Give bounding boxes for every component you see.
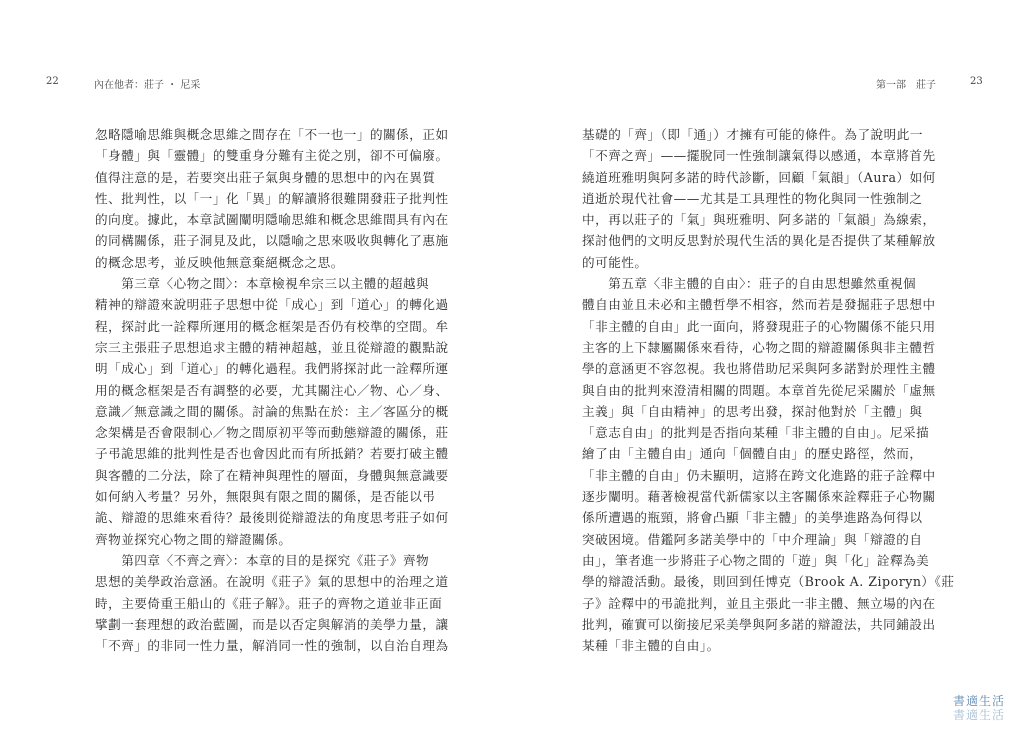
text-line: 主義」與「自由精神」的思考出發，探討他對於「主體」與	[582, 403, 923, 419]
text-line: 忽略隱喻思維與概念思維之間存在「不一也一」的關係，正如	[95, 127, 449, 142]
text-line: 明「成心」到「道心」的轉化過程。我們將探討此一詮釋所運	[95, 361, 449, 377]
text-line: 第三章〈心物之間〉：本章檢視牟宗三以主體的超越與	[95, 276, 430, 292]
right-page	[512, 0, 1025, 733]
watermark-text: 書適生活	[952, 694, 1005, 708]
left-running-head: 內在他者：莊子 ・ 尼采	[94, 80, 201, 91]
text-line: 係所遭遇的瓶頸，將會凸顯「非主體」的美學進路為何得以	[582, 510, 923, 526]
text-line: 基礎的「齊」（即「通」）才擁有可能的條件。為了說明此一	[582, 127, 923, 142]
text-line: 的向度。據此，本章試圖闡明隱喻思維和概念思維間具有內在	[95, 212, 449, 228]
right-body-text	[582, 124, 954, 656]
text-line: 意識／無意識之間的關係。討論的焦點在於：主／客區分的概	[95, 403, 449, 419]
text-line: 詭、辯證的思維來看待？最後則從辯證法的角度思考莊子如何	[95, 510, 449, 526]
text-line: 「不齊之齊」——擺脫同一性強制讓氣得以感通，本章將首先	[582, 148, 936, 164]
text-line: 的同構關係，莊子洞見及此，以隱喻之思來吸收與轉化了惠施	[95, 233, 449, 249]
left-page-number: 22	[46, 76, 59, 87]
text-line: 精神的辯證來說明莊子思想中從「成心」到「道心」的轉化過	[95, 297, 449, 313]
text-line: 「非主體的自由」此一面向，將發現莊子的心物關係不能只用	[582, 318, 936, 334]
text-line: 與自由的批判來澄清相關的問題。本章首先從尼采關於「虛無	[582, 382, 936, 398]
text-line: 值得注意的是，若要突出莊子氣與身體的思想中的內在異質	[95, 169, 436, 185]
text-line: 宗三主張莊子思想追求主體的精神超越，並且從辯證的觀點說	[95, 339, 449, 355]
right-running-head: 第一部 莊子	[876, 80, 936, 91]
text-line: 與客體的二分法，除了在精神與理性的層面，身體與無意識要	[95, 467, 449, 483]
text-line: 繞道班雅明與阿多諾的時代診斷，回顧「氣韻」（Aura）如何	[582, 169, 936, 185]
text-line: 第五章〈非主體的自由〉：莊子的自由思想雖然重視個	[582, 276, 917, 292]
text-line: 學的辯證活動。最後，則回到任博克（Brook A. Ziporyn）《莊	[582, 574, 955, 590]
text-line: 擘劃一套理想的政治藍圖，而是以否定與解消的美學力量，讓	[95, 616, 449, 632]
text-line: 「不齊」的非同一性力量，解消同一性的強制，以自治自理為	[95, 638, 449, 654]
text-line: 「意志自由」的批判是否指向某種「非主體的自由」。尼采描	[582, 425, 930, 441]
text-line: 主客的上下隸屬關係來看待，心物之間的辯證關係與非主體哲	[582, 339, 936, 355]
text-line: 逐步闡明。藉著檢視當代新儒家以主客關係來詮釋莊子心物關	[582, 489, 936, 505]
watermark-text-shadow: 書適生活	[952, 708, 1005, 722]
text-line: 如何納入考量？另外，無限與有限之間的關係，是否能以弔	[95, 489, 436, 505]
text-line: 繪了由「主體自由」通向「個體自由」的歷史路徑，然而，	[582, 446, 923, 462]
text-line: 的概念思考，並反映他無意棄絕概念之思。	[95, 254, 344, 270]
text-line: 由」，筆者進一步將莊子心物之間的「遊」與「化」詮釋為美	[582, 552, 930, 568]
left-body-text	[95, 124, 449, 656]
text-line: 的可能性。	[582, 254, 648, 270]
text-line: 體自由並且未必和主體哲學不相容，然而若是發掘莊子思想中	[582, 297, 936, 313]
text-line: 齊物並探究心物之間的辯證關係。	[95, 531, 292, 547]
text-line: 思想的美學政治意涵。在說明《莊子》氣的思想中的治理之道	[95, 574, 449, 590]
text-line: 「身體」與「靈體」的雙重身分難有主從之別，卻不可偏廢。	[95, 148, 449, 164]
text-line: 突破困境。借鑑阿多諾美學中的「中介理論」與「辯證的自	[582, 531, 923, 547]
text-line: 第四章〈不齊之齊〉：本章的目的是探究《莊子》齊物	[95, 552, 430, 568]
right-page-number: 23	[970, 76, 983, 87]
text-line: 探討他們的文明反思對於現代生活的異化是否提供了某種解放	[582, 233, 936, 249]
left-page	[0, 0, 512, 733]
text-line: 批判，確實可以銜接尼采美學與阿多諾的辯證法，共同鋪設出	[582, 616, 936, 632]
text-line: 中，再以莊子的「氣」與班雅明、阿多諾的「氣韻」為線索，	[582, 212, 936, 228]
text-line: 子》詮釋中的弔詭批判，並且主張此一非主體、無立場的內在	[582, 595, 936, 611]
text-line: 某種「非主體的自由」。	[582, 638, 720, 654]
text-line: 性、批判性，以「一」化「異」的解讀將很難開發莊子批判性	[95, 190, 449, 206]
text-line: 學的意涵更不容忽視。我也將借助尼采與阿多諾對於理性主體	[582, 361, 936, 377]
text-line: 時，主要倚重王船山的《莊子解》。莊子的齊物之道並非正面	[95, 595, 443, 611]
text-line: 逍逝於現代社會——尤其是工具理性的物化與同一性強制之	[582, 190, 923, 206]
text-line: 子弔詭思維的批判性是否也會因此而有所抵銷？若要打破主體	[95, 446, 449, 462]
text-line: 「非主體的自由」仍未顯明，這將在跨文化進路的莊子詮釋中	[582, 467, 936, 483]
text-line: 用的概念框架是否有調整的必要，尤其關注心／物、心／身、	[95, 382, 449, 398]
text-line: 程，探討此一詮釋所運用的概念框架是否仍有校準的空間。牟	[95, 318, 449, 334]
text-line: 念架構是否會限制心／物之間原初平等而動態辯證的關係，莊	[95, 425, 449, 441]
